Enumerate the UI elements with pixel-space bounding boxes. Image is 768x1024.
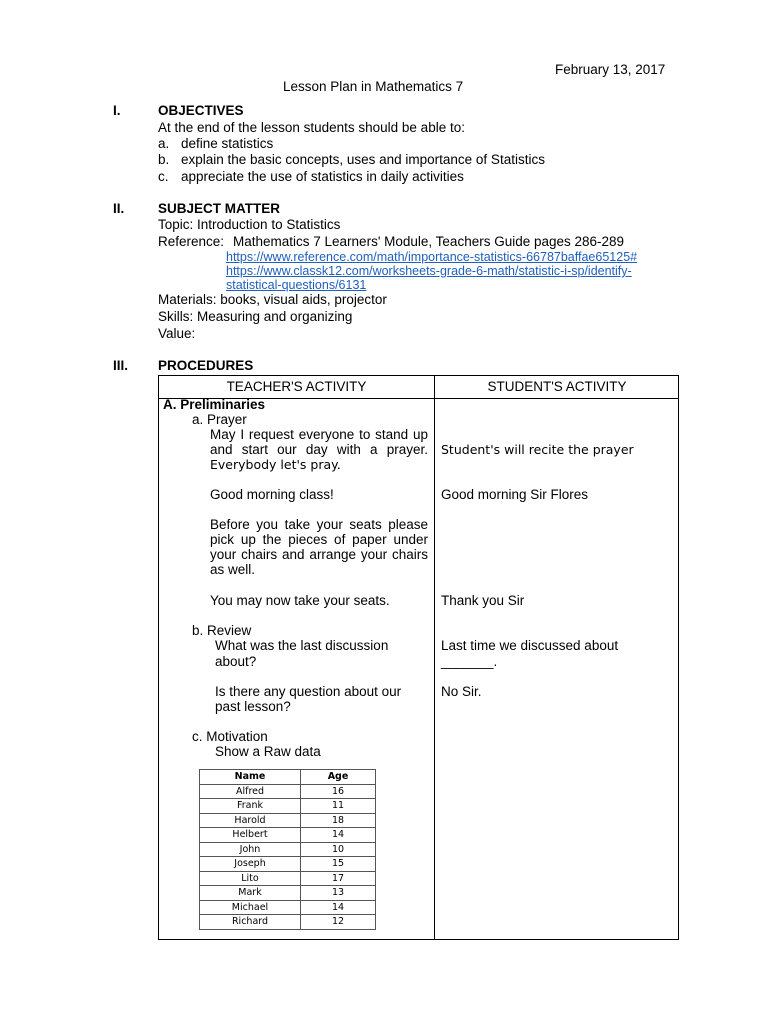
procedures-heading: PROCEDURES	[158, 358, 254, 373]
table-row	[200, 813, 376, 828]
name-cell: Richard	[200, 915, 301, 930]
reference-link[interactable]: https://www.classk12.com/worksheets-grade-6-math/statistic-i-sp/identify-	[226, 264, 632, 278]
raw-data-table	[199, 769, 376, 930]
prayer-label: a. Prayer	[192, 412, 247, 427]
subject-heading: SUBJECT MATTER	[158, 201, 281, 216]
column-divider	[434, 376, 435, 939]
review-student: _______.	[441, 654, 498, 669]
reference-link[interactable]: statistical-questions/6131	[226, 278, 367, 292]
objective-item: explain the basic concepts, uses and importance of Statistics	[181, 152, 545, 167]
student-activity-header: STUDENT'S ACTIVITY	[487, 379, 627, 394]
objectives-intro: At the end of the lesson students should be able to:	[158, 120, 465, 135]
table-row	[200, 784, 376, 799]
table-row	[200, 857, 376, 872]
reference-text: Mathematics 7 Learners' Module, Teachers Guide pages 286-289	[233, 234, 625, 249]
materials: Materials: books, visual aids, projector	[158, 292, 387, 307]
table-row	[200, 915, 376, 930]
name-cell: Lito	[200, 871, 301, 886]
age-cell: 14	[301, 900, 376, 915]
age-cell: 15	[301, 857, 376, 872]
prayer-teacher	[210, 427, 428, 472]
review-student: Last time we discussed about	[441, 638, 619, 653]
prayer-teacher-request: May I request everyone to stand up and start our day with a prayer.	[210, 427, 428, 457]
date: February 13, 2017	[555, 62, 666, 77]
name-header: Name	[200, 770, 301, 785]
table-header-row	[200, 770, 376, 785]
review-label: b. Review	[192, 623, 252, 638]
value: Value:	[158, 326, 196, 341]
skills: Skills: Measuring and organizing	[158, 309, 353, 324]
age-cell: 11	[301, 799, 376, 814]
motivation-label: c. Motivation	[192, 729, 268, 744]
name-cell: Harold	[200, 813, 301, 828]
greeting-teacher: Good morning class!	[210, 487, 334, 502]
prayer-student: Student's will recite the prayer	[441, 442, 634, 457]
name-cell: Mark	[200, 886, 301, 901]
teacher-activity-header: TEACHER'S ACTIVITY	[226, 379, 367, 394]
greeting-student: Good morning Sir Flores	[441, 487, 589, 502]
age-cell: 17	[301, 871, 376, 886]
table-row	[200, 871, 376, 886]
objectives-numeral: I.	[113, 103, 121, 118]
table-row	[200, 828, 376, 843]
topic: Topic: Introduction to Statistics	[158, 217, 341, 232]
question-teacher: Is there any question about our	[215, 684, 402, 699]
objective-item: appreciate the use of statistics in daily activities	[181, 169, 464, 184]
objective-marker: b.	[158, 152, 170, 167]
age-header: Age	[301, 770, 376, 785]
procedures-numeral: III.	[113, 358, 129, 373]
review-teacher: What was the last discussion	[215, 638, 389, 653]
age-cell: 13	[301, 886, 376, 901]
sit-teacher: You may now take your seats.	[210, 593, 390, 608]
name-cell: John	[200, 842, 301, 857]
page-title: Lesson Plan in Mathematics 7	[283, 79, 464, 94]
name-cell: Frank	[200, 799, 301, 814]
objective-marker: c.	[158, 169, 169, 184]
table-row	[200, 900, 376, 915]
name-cell: Helbert	[200, 828, 301, 843]
reference-link[interactable]: https://www.reference.com/math/importance-statistics-66787baffae65125#	[226, 250, 638, 264]
section-preliminaries: A. Preliminaries	[163, 397, 266, 412]
age-cell: 10	[301, 842, 376, 857]
review-teacher: about?	[215, 654, 257, 669]
seats-teacher: Before you take your seats please pick up the pieces of paper under your chairs and arrange your chairs as well.	[210, 517, 428, 577]
age-cell: 14	[301, 828, 376, 843]
question-teacher: past lesson?	[215, 699, 291, 714]
reference-label: Reference:	[158, 234, 225, 249]
table-row	[200, 886, 376, 901]
table-row	[200, 842, 376, 857]
motivation-text: Show a Raw data	[215, 744, 321, 759]
age-cell: 12	[301, 915, 376, 930]
subject-numeral: II.	[113, 201, 125, 216]
name-cell: Alfred	[200, 784, 301, 799]
objective-marker: a.	[158, 136, 170, 151]
age-cell: 18	[301, 813, 376, 828]
name-cell: Joseph	[200, 857, 301, 872]
question-student: No Sir.	[441, 684, 482, 699]
age-cell: 16	[301, 784, 376, 799]
objective-item: define statistics	[181, 136, 274, 151]
name-cell: Michael	[200, 900, 301, 915]
prayer-teacher-lets-pray: Everybody let's pray.	[210, 457, 341, 472]
sit-student: Thank you Sir	[441, 593, 525, 608]
objectives-heading: OBJECTIVES	[158, 103, 244, 118]
table-row	[200, 799, 376, 814]
